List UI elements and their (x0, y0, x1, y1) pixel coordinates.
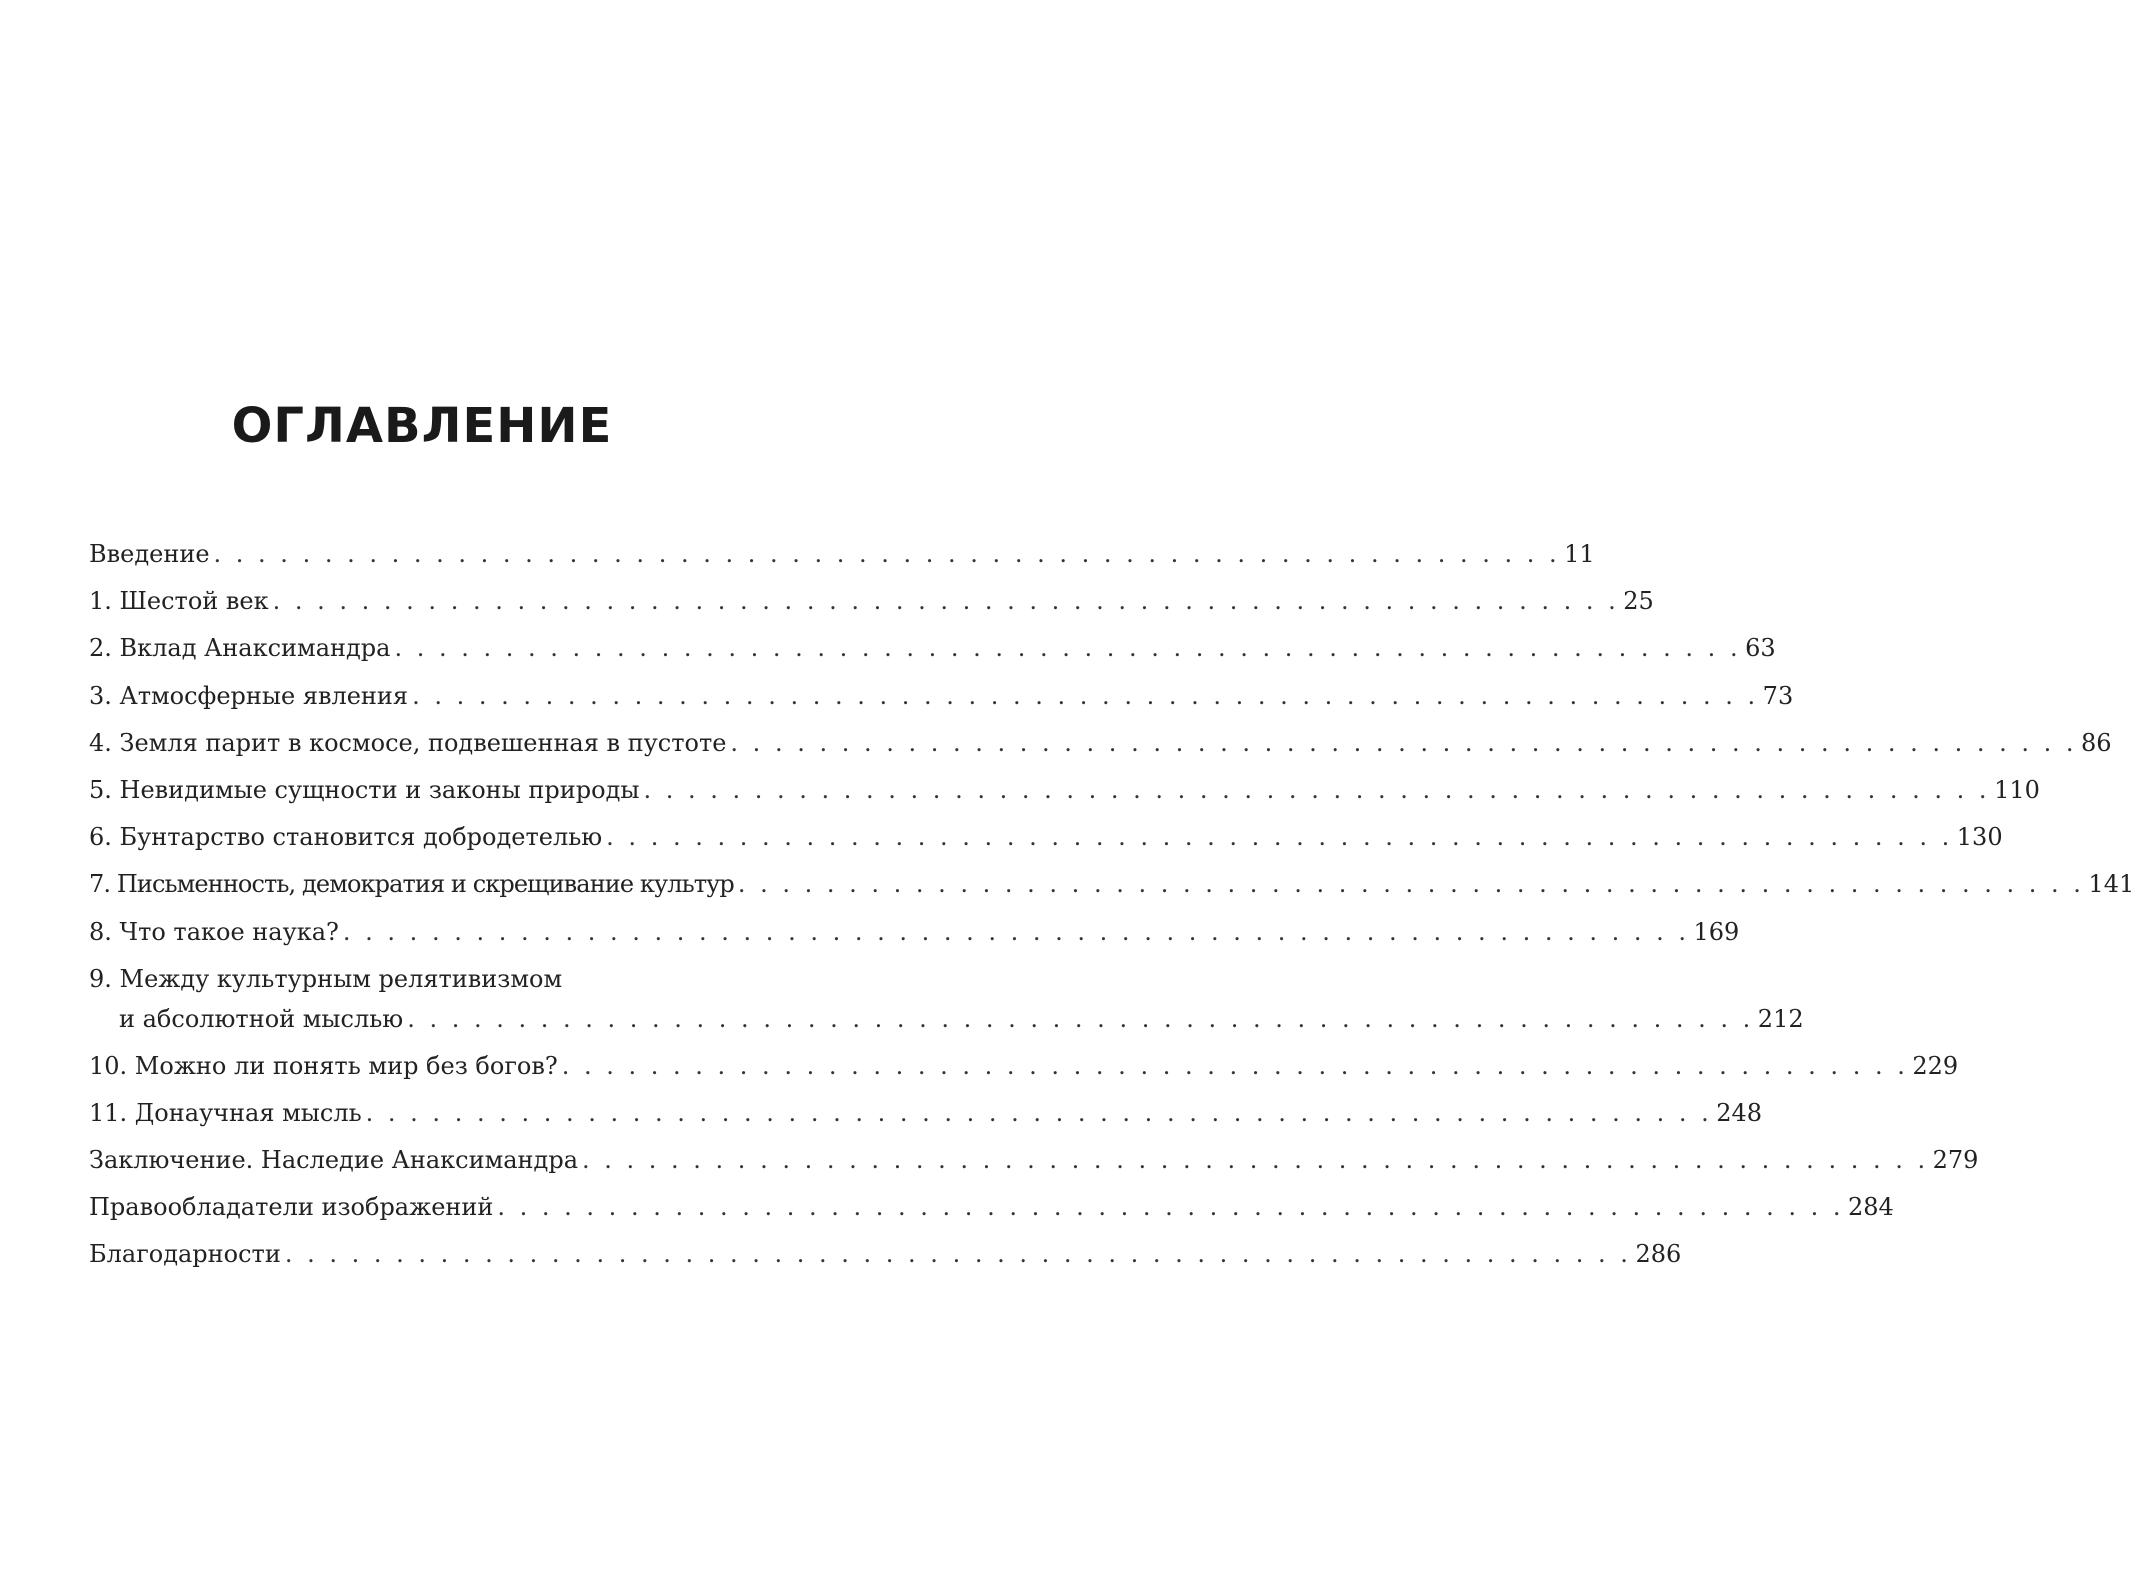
toc-entry-page: 86 (2081, 728, 2112, 757)
toc-entry-label: 4. Земля парит в космосе, подвешенная в пустоте (89, 728, 727, 757)
toc-entry-page: 73 (1762, 681, 1794, 710)
dot-leader: . . . . . . . . . . . . . . . . . . . . . . . . . . . . . . . . . . . . . . . . . . . . . . . . . . . . . . . . . . . . . (497, 1193, 1844, 1222)
dot-leader: . . . . . . . . . . . . . . . . . . . . . . . . . . . . . . . . . . . . . . . . . . . . . . . . . . . . . . . . . . . . . (412, 681, 1759, 710)
toc-entry-page: 25 (1623, 587, 1654, 616)
toc-entry-page: 284 (1848, 1193, 1894, 1222)
toc-entry-label: Заключение. Наследие Анаксимандра (89, 1146, 578, 1175)
toc-entry-label: 10. Можно ли понять мир без богов? (89, 1051, 558, 1080)
dot-leader: . . . . . . . . . . . . . . . . . . . . . . . . . . . . . . . . . . . . . . . . . . . . . . . . . . . . . . . . . . . . . (394, 634, 1742, 663)
toc-entry-page: 286 (1635, 1240, 1682, 1269)
toc-entry-label-continuation: и абсолютной мыслью (119, 1004, 404, 1033)
toc-entry-chapter-6 (89, 817, 2003, 864)
dot-leader: . . . . . . . . . . . . . . . . . . . . . . . . . . . . . . . . . . . . . . . . . . . . . . . . . . . . . . . . . . . . . (342, 917, 1690, 946)
toc-entry-label: 3. Атмосферные явления (89, 681, 409, 710)
dot-leader: . . . . . . . . . . . . . . . . . . . . . . . . . . . . . . . . . . . . . . . . . . . . . . . . . . . . . . . . . . . . . (407, 1004, 1754, 1033)
toc-entry-page: 212 (1757, 1004, 1804, 1033)
toc-entry-page: 169 (1693, 917, 1740, 946)
toc-entry-introduction (89, 534, 1595, 581)
toc-entry-page: 229 (1912, 1051, 1959, 1080)
dot-leader: . . . . . . . . . . . . . . . . . . . . . . . . . . . . . . . . . . . . . . . . . . . . . . . . . . . . . . . . . . . . . (272, 587, 1620, 616)
toc-entry-label: Введение (89, 540, 210, 568)
dot-leader: . . . . . . . . . . . . . . . . . . . . . . . . . . . . . . . . . . . . . . . . . . . . . . . . . . . . . . . . . . . . . (643, 775, 1991, 804)
toc-entry-label: Благодарности (89, 1240, 281, 1269)
toc-entry-chapter-5 (89, 770, 2040, 817)
toc-entry-continuation (89, 999, 1804, 1046)
toc-entry-page: 63 (1745, 634, 1776, 663)
table-of-contents (89, 534, 2134, 1282)
toc-entry-chapter-8 (89, 912, 1740, 959)
page-title: ОГЛАВЛЕНИЕ (231, 398, 613, 454)
toc-entry-page: 248 (1716, 1098, 1763, 1127)
toc-entry-label: 6. Бунтарство становится добродетелью (89, 823, 603, 852)
toc-entry-label: 8. Что такое наука? (89, 917, 339, 946)
toc-entry-chapter-3 (89, 676, 1794, 723)
toc-entry-page: 141 (2088, 870, 2134, 899)
toc-entry-page: 130 (1956, 823, 2003, 852)
toc-entry-label: 7. Письменность, демократия и скрещивание культур (89, 870, 734, 899)
toc-entry-page: 110 (1994, 775, 2040, 804)
toc-entry-image-credits (89, 1187, 1894, 1234)
toc-entry-label: Правообладатели изображений (89, 1193, 494, 1222)
toc-entry-label: 2. Вклад Анаксимандра (89, 634, 391, 663)
dot-leader: . . . . . . . . . . . . . . . . . . . . . . . . . . . . . . . . . . . . . . . . . . . . . . . . . . . . . . . . . . . . . (561, 1051, 1909, 1080)
dot-leader: . . . . . . . . . . . . . . . . . . . . . . . . . . . . . . . . . . . . . . . . . . . . . . . . . . . . . . . . . . . . . (284, 1240, 1632, 1269)
toc-entry-chapter-7 (89, 864, 2134, 911)
toc-entry-chapter-2 (89, 628, 1776, 675)
toc-entry-page: 279 (1932, 1146, 1979, 1175)
toc-entry-chapter-11 (89, 1093, 1763, 1140)
toc-entry-chapter-10 (89, 1046, 1959, 1093)
toc-entry-acknowledgements (89, 1234, 1682, 1281)
toc-entry-label: 5. Невидимые сущности и законы природы (89, 775, 640, 804)
dot-leader: . . . . . . . . . . . . . . . . . . . . . . . . . . . . . . . . . . . . . . . . . . . . . . . . . . . . . . . . . . . . . (365, 1098, 1713, 1127)
dot-leader: . . . . . . . . . . . . . . . . . . . . . . . . . . . . . . . . . . . . . . . . . . . . . . . . . . . . . . . . . . . . . (737, 870, 2085, 899)
dot-leader: . . . . . . . . . . . . . . . . . . . . . . . . . . . . . . . . . . . . . . . . . . . . . . . . . . . . . . . . . . . . . (730, 728, 2078, 757)
dot-leader: . . . . . . . . . . . . . . . . . . . . . . . . . . . . . . . . . . . . . . . . . . . . . . . . . . . . . . . . . . . . . (606, 823, 1953, 852)
toc-entry-conclusion (89, 1140, 1979, 1187)
toc-entry-label: 9. Между культурным релятивизмом (89, 964, 563, 993)
toc-entry-chapter-1 (89, 581, 1654, 628)
toc-entry-chapter-4 (89, 723, 2112, 770)
dot-leader: . . . . . . . . . . . . . . . . . . . . . . . . . . . . . . . . . . . . . . . . . . . . . . . . . . . . . . . . . . . . . (582, 1146, 1929, 1175)
toc-entry-label: 1. Шестой век (89, 587, 269, 616)
toc-entry-label: 11. Донаучная мысль (89, 1098, 362, 1127)
toc-entry-chapter-9 (89, 959, 1804, 1046)
toc-entry-page: 11 (1564, 540, 1595, 568)
dot-leader: . . . . . . . . . . . . . . . . . . . . . . . . . . . . . . . . . . . . . . . . . . . . . . . . . . . . . . . . . . . . . (213, 540, 1561, 568)
